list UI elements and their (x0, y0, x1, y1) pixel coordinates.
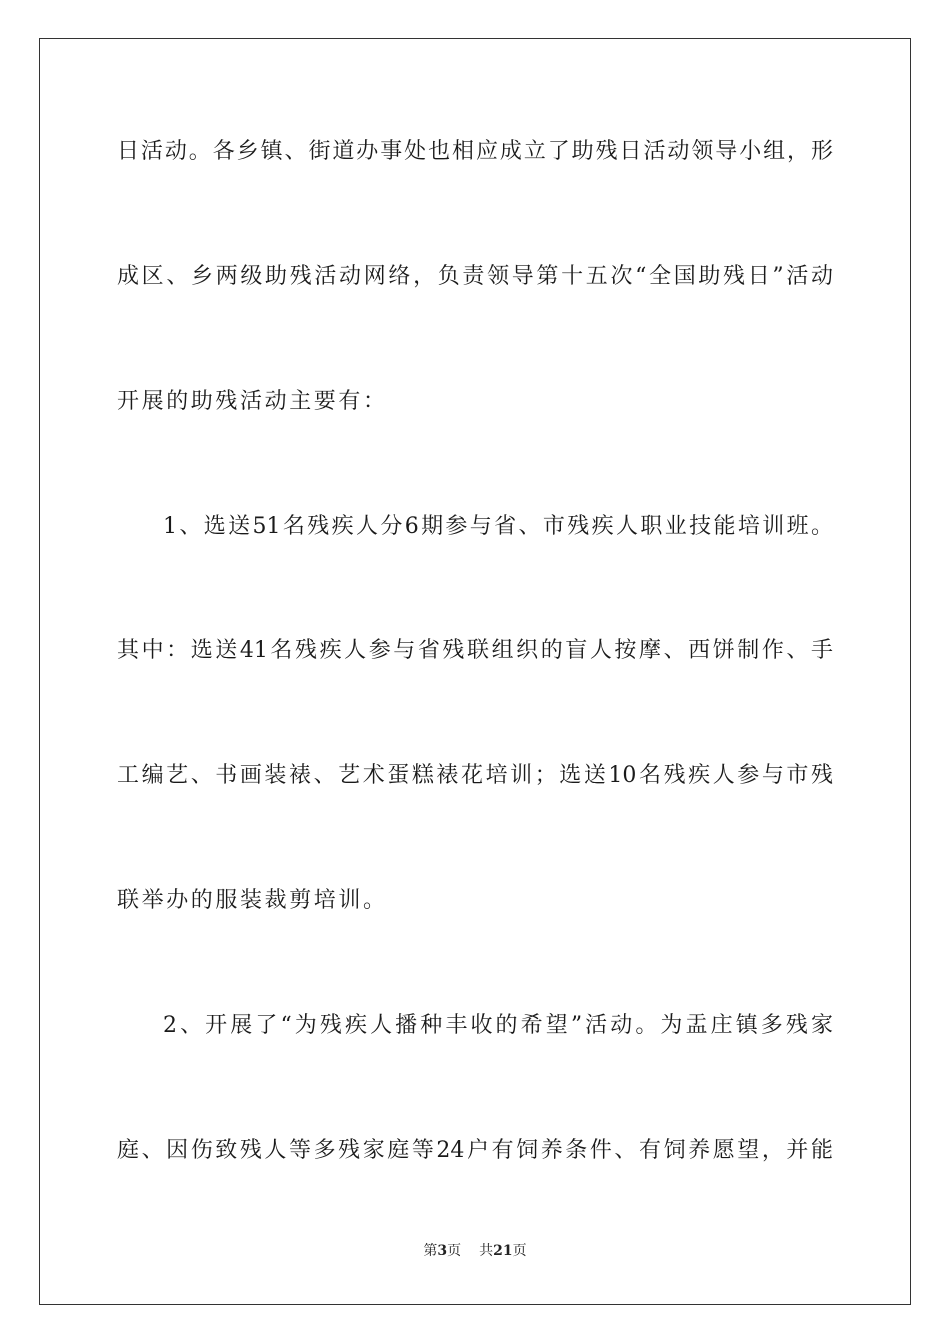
page-prefix: 第 (423, 1243, 438, 1259)
paragraph-line: 日活动。各乡镇、街道办事处也相应成立了助残日活动领导小组，形 (117, 139, 833, 164)
page-suffix: 页 (447, 1243, 462, 1259)
paragraph-line: 其中：选送41名残疾人参与省残联组织的盲人按摩、西饼制作、手 (117, 638, 833, 663)
paragraph-line: 2、开展了“为残疾人播种丰收的希望”活动。为盂庄镇多残家 (163, 1013, 833, 1038)
paragraph-line: 成区、乡两级助残活动网络，负责领导第十五次“全国助残日”活动 (117, 264, 833, 289)
page-border (39, 38, 911, 1305)
total-suffix: 页 (512, 1243, 527, 1259)
paragraph-line: 庭、因伤致残人等多残家庭等24户有饲养条件、有饲养愿望，并能 (117, 1138, 833, 1163)
page-number: 3 (437, 1243, 448, 1259)
paragraph-line: 工编艺、书画装裱、艺术蛋糕裱花培训；选送10名残疾人参与市残 (117, 763, 833, 788)
paragraph-line: 联举办的服装裁剪培训。 (117, 888, 388, 913)
paragraph-line: 开展的助残活动主要有： (117, 389, 388, 414)
total-pages: 21 (493, 1243, 513, 1259)
total-prefix: 共 (479, 1243, 494, 1259)
paragraph-line: 1、选送51名残疾人分6期参与省、市残疾人职业技能培训班。 (163, 514, 833, 539)
page-footer (0, 1242, 950, 1260)
